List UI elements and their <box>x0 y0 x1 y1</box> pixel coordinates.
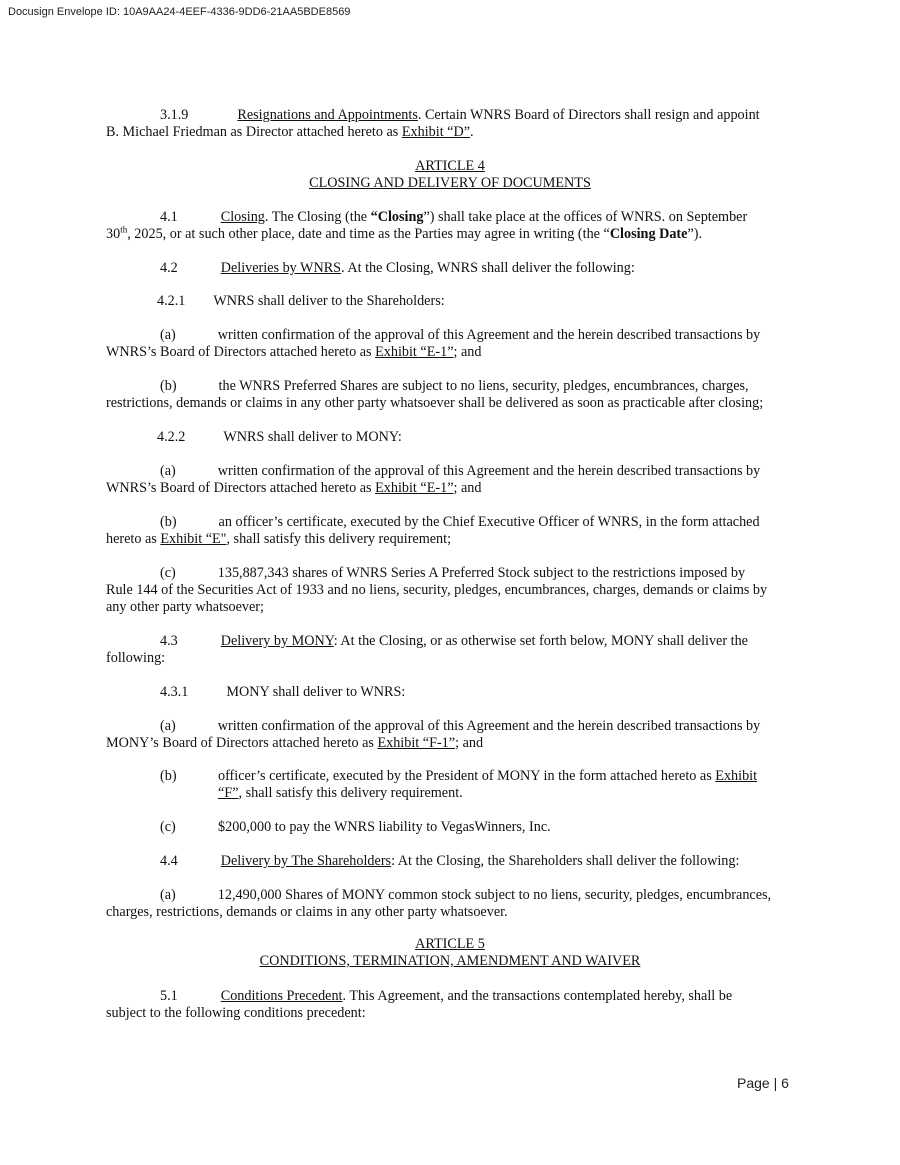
section-4-3-1: 4.3.1 MONY shall deliver to WNRS: <box>160 684 406 700</box>
item-4-3-1-b-line-1: officer’s certificate, executed by the President of MONY in the form attached hereto as Exhibit <box>218 768 758 784</box>
section-title: Conditions Precedent <box>220 988 343 1004</box>
item-4-2-2-c-line-1: (c) 135,887,343 shares of WNRS Series A Preferred Stock subject to the restrictions imposed by <box>160 565 746 581</box>
item-4-4-a-line-1: (a) 12,490,000 Shares of MONY common stock subject to no liens, security, pledges, encumbrances, <box>160 887 772 903</box>
exhibit-reference: “F” <box>218 785 239 801</box>
section-number: 4.4 <box>160 853 178 869</box>
exhibit-reference: Exhibit “E" <box>160 531 227 547</box>
page-number: Page | 6 <box>737 1075 789 1091</box>
exhibit-reference: Exhibit <box>715 768 758 784</box>
section-4-1-line-1: 4.1 Closing. The Closing (the “Closing”) shall take place at the offices of WNRS. on September <box>160 209 748 225</box>
item-label: (c) <box>160 819 176 835</box>
exhibit-reference: Exhibit “E-1” <box>375 480 454 496</box>
section-5-1-line-1: 5.1 Conditions Precedent. This Agreement, and the transactions contemplated hereby, shall be <box>160 988 733 1004</box>
item-4-2-2-b-line-2: hereto as Exhibit “E", shall satisfy this delivery requirement; <box>106 531 452 547</box>
item-label: (a) <box>160 463 176 479</box>
article-4-title: CLOSING AND DELIVERY OF DOCUMENTS <box>309 175 591 191</box>
item-label: (a) <box>160 718 176 734</box>
item-4-2-2-c-line-3: any other party whatsoever; <box>106 599 264 615</box>
exhibit-reference: Exhibit “E-1” <box>375 344 454 360</box>
section-3-1-9-line-2 <box>106 124 474 141</box>
item-4-2-2-b-line-1: (b) an officer’s certificate, executed by the Chief Executive Officer of WNRS, in the form attached <box>160 514 760 530</box>
section-title: Resignations and Appointments <box>237 107 418 123</box>
article-5-title: CONDITIONS, TERMINATION, AMENDMENT AND WAIVER <box>259 953 641 969</box>
section-title: Delivery by MONY <box>220 633 334 649</box>
item-4-2-1-a-line-1: (a) written confirmation of the approval of this Agreement and the herein described transactions by <box>160 327 761 343</box>
section-number: 4.3 <box>160 633 178 649</box>
item-4-3-1-b-label <box>160 768 177 785</box>
section-title: Delivery by The Shareholders <box>220 853 392 869</box>
item-4-2-2-a-line-2: WNRS’s Board of Directors attached hereto as Exhibit “E-1”; and <box>106 480 482 496</box>
item-4-2-1-a-line-2: WNRS’s Board of Directors attached hereto as Exhibit “E-1”; and <box>106 344 482 360</box>
item-label: (b) <box>160 768 177 784</box>
item-label: (a) <box>160 327 176 343</box>
item-4-2-1-b-line-1: (b) the WNRS Preferred Shares are subject to no liens, security, pledges, encumbrances, charges, <box>160 378 749 394</box>
exhibit-reference: Exhibit “F-1” <box>377 735 456 751</box>
section-5-1-line-2: subject to the following conditions precedent: <box>106 1005 366 1021</box>
section-title: Closing <box>220 209 265 225</box>
envelope-id: Docusign Envelope ID: 10A9AA24-4EEF-4336-9DD6-21AA5BDE8569 <box>8 6 351 18</box>
section-text: B. Michael Friedman as Director attached hereto as <box>106 124 402 140</box>
item-label: (a) <box>160 887 176 903</box>
section-4-2-1: 4.2.1 WNRS shall deliver to the Shareholders: <box>157 293 445 309</box>
section-text: . Certain WNRS Board of Directors shall resign and appoint <box>417 107 760 123</box>
section-number: 4.2.2 <box>157 429 186 445</box>
section-3-1-9-line-1 <box>160 107 760 124</box>
item-4-4-a-line-2: charges, restrictions, demands or claims in any other party whatsoever. <box>106 904 508 920</box>
section-number: 4.2.1 <box>157 293 186 309</box>
exhibit-reference: Exhibit “D” <box>401 124 471 140</box>
section-number: 4.1 <box>160 209 178 225</box>
section-4-2-2: 4.2.2 WNRS shall deliver to MONY: <box>157 429 402 445</box>
section-number: 3.1.9 <box>160 107 189 123</box>
section-title: Deliveries by WNRS <box>220 260 342 276</box>
item-4-3-1-a-line-1: (a) written confirmation of the approval of this Agreement and the herein described transactions by <box>160 718 761 734</box>
section-number: 5.1 <box>160 988 178 1004</box>
section-4-3-line-2: following: <box>106 650 166 666</box>
article-5-label: ARTICLE 5 <box>415 936 485 952</box>
item-4-2-2-a-line-1: (a) written confirmation of the approval of this Agreement and the herein described transactions by <box>160 463 761 479</box>
item-4-3-1-a-line-2: MONY’s Board of Directors attached hereto as Exhibit “F-1”; and <box>106 735 484 751</box>
section-4-1-line-2: 30th, 2025, or at such other place, date and time as the Parties may agree in writing (the “Closing Date”). <box>106 224 703 242</box>
item-4-2-1-b-line-2: restrictions, demands or claims in any other party whatsoever shall be delivered as soon as practicable after closing; <box>106 395 764 411</box>
item-4-2-2-c-line-2: Rule 144 of the Securities Act of 1933 and no liens, security, pledges, encumbrances, charges, demands or claims by <box>106 582 768 598</box>
item-4-3-1-b-line-2: “F”, shall satisfy this delivery requirement. <box>218 785 463 801</box>
section-4-3-line-1: 4.3 Delivery by MONY: At the Closing, or as otherwise set forth below, MONY shall deliver the <box>160 633 748 649</box>
item-4-3-1-c-text: $200,000 to pay the WNRS liability to VegasWinners, Inc. <box>218 819 551 835</box>
section-4-2: 4.2 Deliveries by WNRS. At the Closing, WNRS shall deliver the following: <box>160 260 635 276</box>
section-number: 4.3.1 <box>160 684 189 700</box>
section-number: 4.2 <box>160 260 178 276</box>
item-label: (c) <box>160 565 176 581</box>
article-4-label: ARTICLE 4 <box>415 158 485 174</box>
item-4-3-1-c-label <box>160 819 176 836</box>
section-text: . <box>470 124 474 140</box>
item-label: (b) <box>160 514 177 530</box>
section-4-4: 4.4 Delivery by The Shareholders: At the Closing, the Shareholders shall deliver the following: <box>160 853 740 869</box>
item-label: (b) <box>160 378 177 394</box>
